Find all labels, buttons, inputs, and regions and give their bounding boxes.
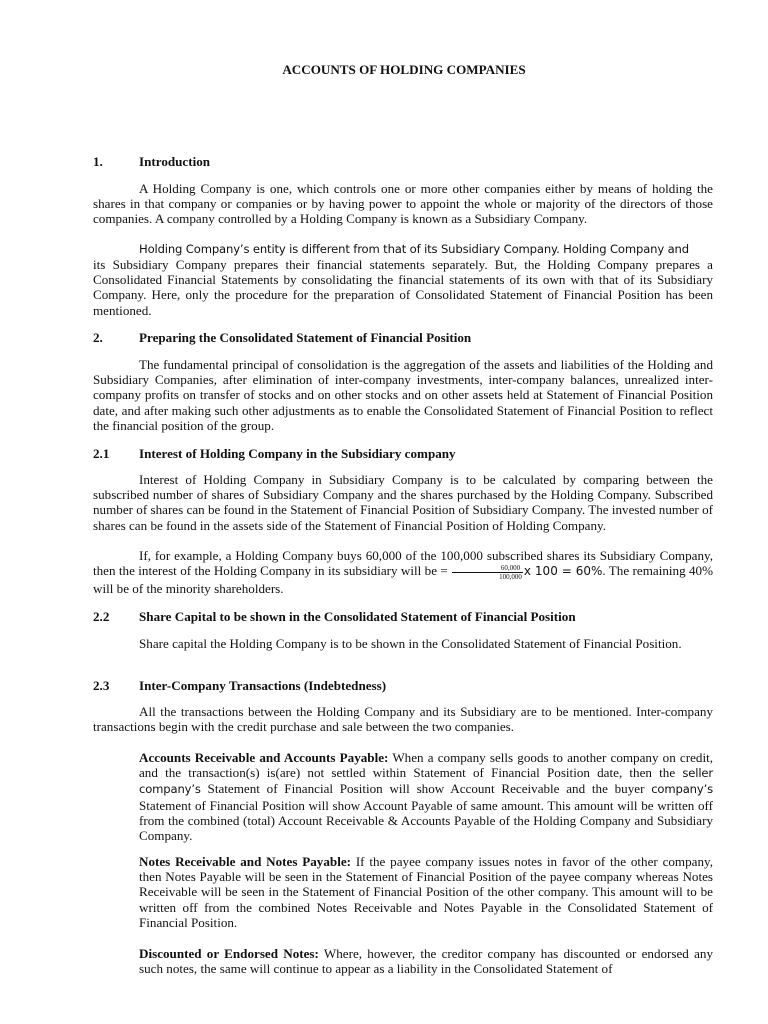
fraction	[452, 564, 523, 581]
text-run: When a company sells goods to another company on credit, and the transaction(s) is(are) not settled within Statement of Financial Position date, then the	[139, 750, 714, 781]
subparagraph-label: Accounts Receivable and Accounts Payable:	[139, 750, 389, 765]
paragraph: Share capital the Holding Company is to be shown in the Consolidated Statement of Financial Position.	[139, 636, 682, 651]
text-run: Where, however, the creditor company has discounted or endorsed any such notes, the same will continue to appear as a liability in the Consolidated Statement of	[139, 946, 713, 977]
text-run: Holding Company’s entity is different from that of its Subsidiary Company. Holding Company and	[139, 242, 689, 256]
page-title: ACCOUNTS OF HOLDING COMPANIES	[282, 62, 526, 77]
subparagraph-accounts-receivable	[139, 750, 713, 843]
text-run: If, for example, a Holding Company buys 60,000 of the 100,000 subscribed shares its Subsidiary Company, then the interest of the Holding Company in its subsidiary will be =	[93, 548, 713, 579]
section-title: Interest of Holding Company in the Subsidiary company	[139, 446, 456, 461]
fraction-denominator: 100,000	[499, 573, 522, 582]
section-number: 2.	[93, 330, 103, 345]
section-heading-introduction	[93, 154, 713, 169]
section-number: 1.	[93, 154, 103, 169]
text-run: . The remaining 40% will be of the minority shareholders.	[93, 563, 713, 597]
section-heading-inter-company	[93, 678, 713, 693]
text-run: Statement of Financial Position will show Account Receivable and the buyer	[200, 781, 652, 797]
text-run: If the payee company issues notes in favor of the other company, then Notes Payable will be seen in the Statement of Financial Position of the payee company whereas Notes Receivable will be seen in the Statement of Financial Position of the other company. This amount will to be written off from the combined Notes Receivable and Notes Payable in the Consolidated Statement of Financial Position.	[139, 854, 713, 930]
paragraph: All the transactions between the Holding Company and its Subsidiary are to be mentioned. Inter-company transactions begin with the credit purchase and sale between the two companies.	[93, 704, 713, 735]
fraction-numerator: 60,000	[452, 564, 523, 573]
paragraph: Interest of Holding Company in Subsidiary Company is to be calculated by comparing between the subscribed number of shares of Subsidiary Company and the shares purchased by the Holding Company. Subscribed number of shares can be found in the Statement of Financial Position of Subsidiary Company. The invested number of shares can be found in the assets side of the Statement of Financial Position of Holding Company.	[93, 472, 713, 533]
text-run: company’s	[651, 782, 713, 797]
section-heading-share-capital	[93, 609, 713, 624]
section-title: Share Capital to be shown in the Consolidated Statement of Financial Position	[139, 609, 576, 624]
text-run: Statement of Financial Position will show Account Payable of same amount. This amount will be written off from the combined (total) Account Receivable & Accounts Payable of the Holding Company and Subsidiary Company.	[139, 797, 713, 844]
section-number: 2.1	[93, 446, 110, 461]
formula-result: x 100 = 60%	[523, 564, 603, 579]
subparagraph-notes-receivable	[139, 854, 713, 930]
section-title: Introduction	[139, 154, 211, 169]
section-heading-interest	[93, 446, 713, 461]
paragraph: its Subsidiary Company prepares their financial statements separately. But, the Holding Company prepares a Consolidated Financial Statements by consolidating the financial statements of its own with that of its Subsidiary Company. Here, only the procedure for the preparation of Consolidated Statement of Financial Position has been mentioned.	[93, 257, 713, 318]
text-run: seller company’s	[139, 766, 713, 797]
paragraph: The fundamental principal of consolidation is the aggregation of the assets and liabilities of the Holding and Subsidiary Companies, after elimination of inter-company investments, inter-company balances, unrealized inter-company profits on transfer of stocks and on other stocks and on other assets held at Statement of Financial Position date, and after making such other adjustments as to enable the Consolidated Statement of Financial Position to reflect the financial position of the group.	[93, 357, 713, 433]
section-title: Inter-Company Transactions (Indebtedness)	[139, 678, 387, 693]
paragraph: A Holding Company is one, which controls one or more other companies either by means of holding the shares in that company or companies or by having power to appoint the whole or majority of the directors of those companies. A company controlled by a Holding Company is known as a Subsidiary Company.	[93, 181, 713, 227]
subparagraph-label: Notes Receivable and Notes Payable:	[139, 854, 351, 869]
section-heading-consolidated	[93, 330, 713, 345]
section-title: Preparing the Consolidated Statement of Financial Position	[139, 330, 472, 345]
section-number: 2.2	[93, 609, 110, 624]
section-number: 2.3	[93, 678, 110, 693]
paragraph-line	[139, 241, 713, 257]
subparagraph-label: Discounted or Endorsed Notes:	[139, 946, 319, 961]
paragraph-with-formula	[93, 548, 713, 596]
subparagraph-discounted-notes	[139, 946, 713, 976]
